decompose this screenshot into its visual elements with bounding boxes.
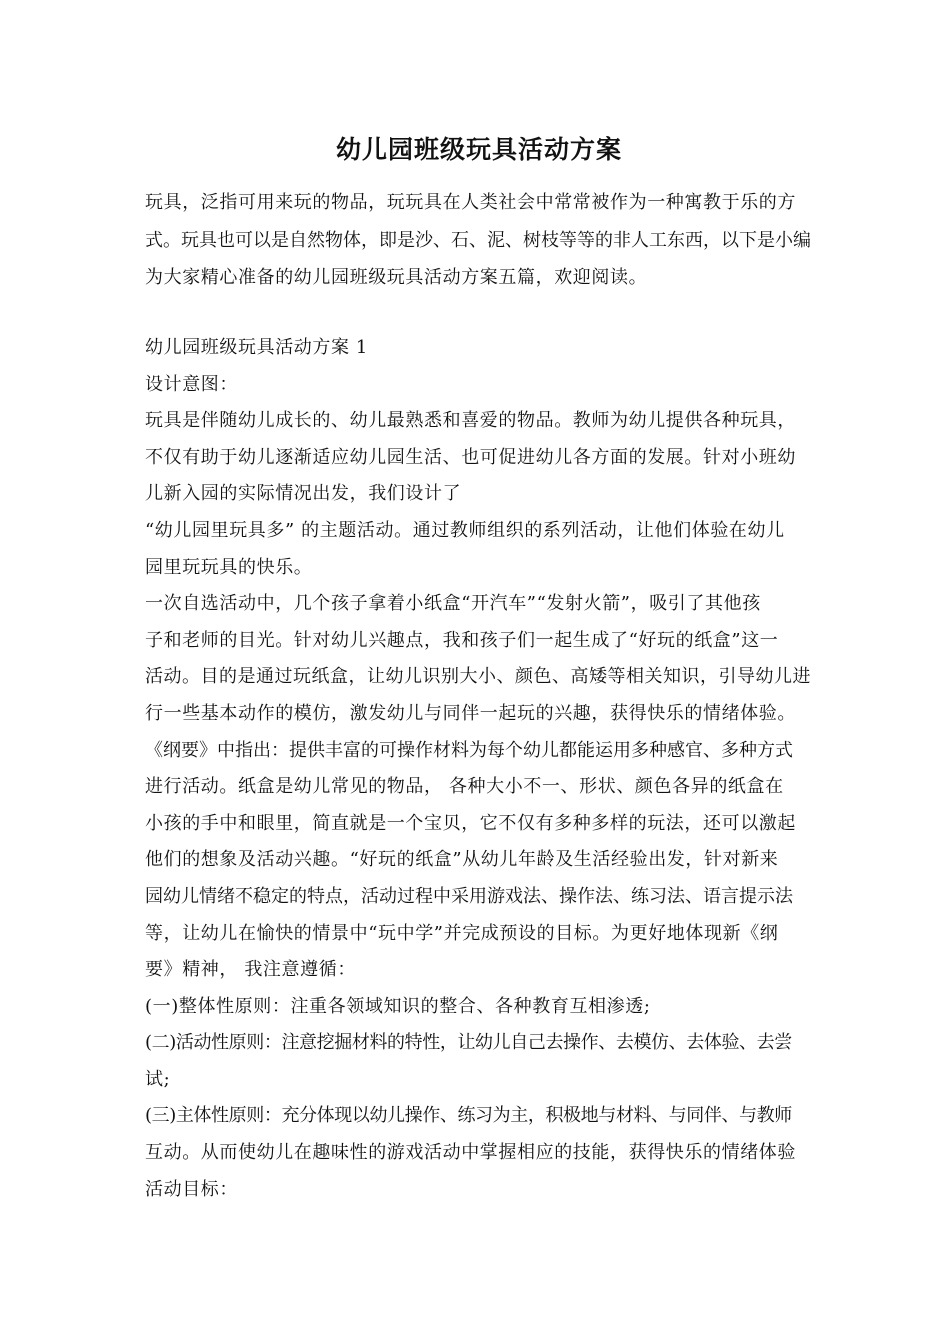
body-line: 试;: [145, 1068, 171, 1090]
intro-paragraph: [145, 184, 813, 297]
body-line: 园里玩玩具的快乐。: [145, 556, 313, 578]
subheading-design-intent: 设计意图：: [145, 373, 238, 395]
body-line: 子和老师的目光。针对幼儿兴趣点，我和孩子们一起生成了“好玩的纸盒”这一: [145, 629, 779, 651]
principle-item: (一)整体性原则：注重各领域知识的整合、各种教育互相渗透;: [145, 995, 651, 1017]
document-title: 幼儿园班级玩具活动方案: [335, 135, 622, 164]
intro-line: 玩具，泛指可用来玩的物品，玩玩具在人类社会中常常被作为一种寓教于乐的方: [145, 192, 796, 213]
document-body: [145, 330, 813, 1208]
body-line: 《纲要》中指出：提供丰富的可操作材料为每个幼儿都能运用多种感官、多种方式: [145, 739, 793, 761]
body-line: 进行活动。纸盒是幼儿常见的物品， 各种大小不一、形状、颜色各异的纸盒在: [145, 776, 784, 798]
body-line: 园幼儿情绪不稳定的特点，活动过程中采用游戏法、操作法、练习法、语言提示法: [145, 885, 793, 907]
body-line: 要》精神， 我注意遵循：: [145, 959, 356, 981]
intro-line: 式。玩具也可以是自然物体，即是沙、石、泥、树枝等等的非人工东西，以下是小编: [145, 229, 811, 251]
body-line: 活动。目的是通过玩纸盒，让幼儿识别大小、颜色、高矮等相关知识，引导幼儿进: [145, 666, 811, 688]
section-heading: 幼儿园班级玩具活动方案 1: [145, 337, 368, 358]
body-line: 互动。从而使幼儿在趣味性的游戏活动中掌握相应的技能，获得快乐的情绪体验: [145, 1142, 796, 1164]
body-line: “幼儿园里玩具多” 的主题活动。通过教师组织的系列活动，让他们体验在幼儿: [145, 519, 785, 541]
intro-line: 为大家精心准备的幼儿园班级玩具活动方案五篇，欢迎阅读。: [145, 267, 648, 288]
body-line: 一次自选活动中，几个孩子拿着小纸盒“开汽车”“发射火箭”，吸引了其他孩: [145, 593, 761, 615]
body-line: 他们的想象及活动兴趣。“好玩的纸盒”从幼儿年龄及生活经验出发，针对新来: [145, 849, 779, 871]
body-line: 玩具是伴随幼儿成长的、幼儿最熟悉和喜爱的物品。教师为幼儿提供各种玩具，: [145, 410, 796, 432]
body-line: 行一些基本动作的模仿，激发幼儿与同伴一起玩的兴趣，获得快乐的情绪体验。: [145, 702, 796, 724]
principle-item: (二)活动性原则：注意挖掘材料的特性，让幼儿自己去操作、去模仿、去体验、去尝: [145, 1032, 792, 1054]
body-line: 不仅有助于幼儿逐渐适应幼儿园生活、也可促进幼儿各方面的发展。针对小班幼: [145, 446, 796, 468]
body-line: 等，让幼儿在愉快的情景中“玩中学”并完成预设的目标。为更好地体现新《纲: [145, 922, 779, 944]
principle-item: (三)主体性原则：充分体现以幼儿操作、练习为主，积极地与材料、与同伴、与教师: [145, 1105, 792, 1127]
body-line: 儿新入园的实际情况出发，我们设计了: [145, 483, 462, 505]
body-line: 小孩的手中和眼里，简直就是一个宝贝，它不仅有多种多样的玩法，还可以激起: [145, 812, 796, 834]
subheading-activity-goals: 活动目标：: [145, 1178, 238, 1200]
